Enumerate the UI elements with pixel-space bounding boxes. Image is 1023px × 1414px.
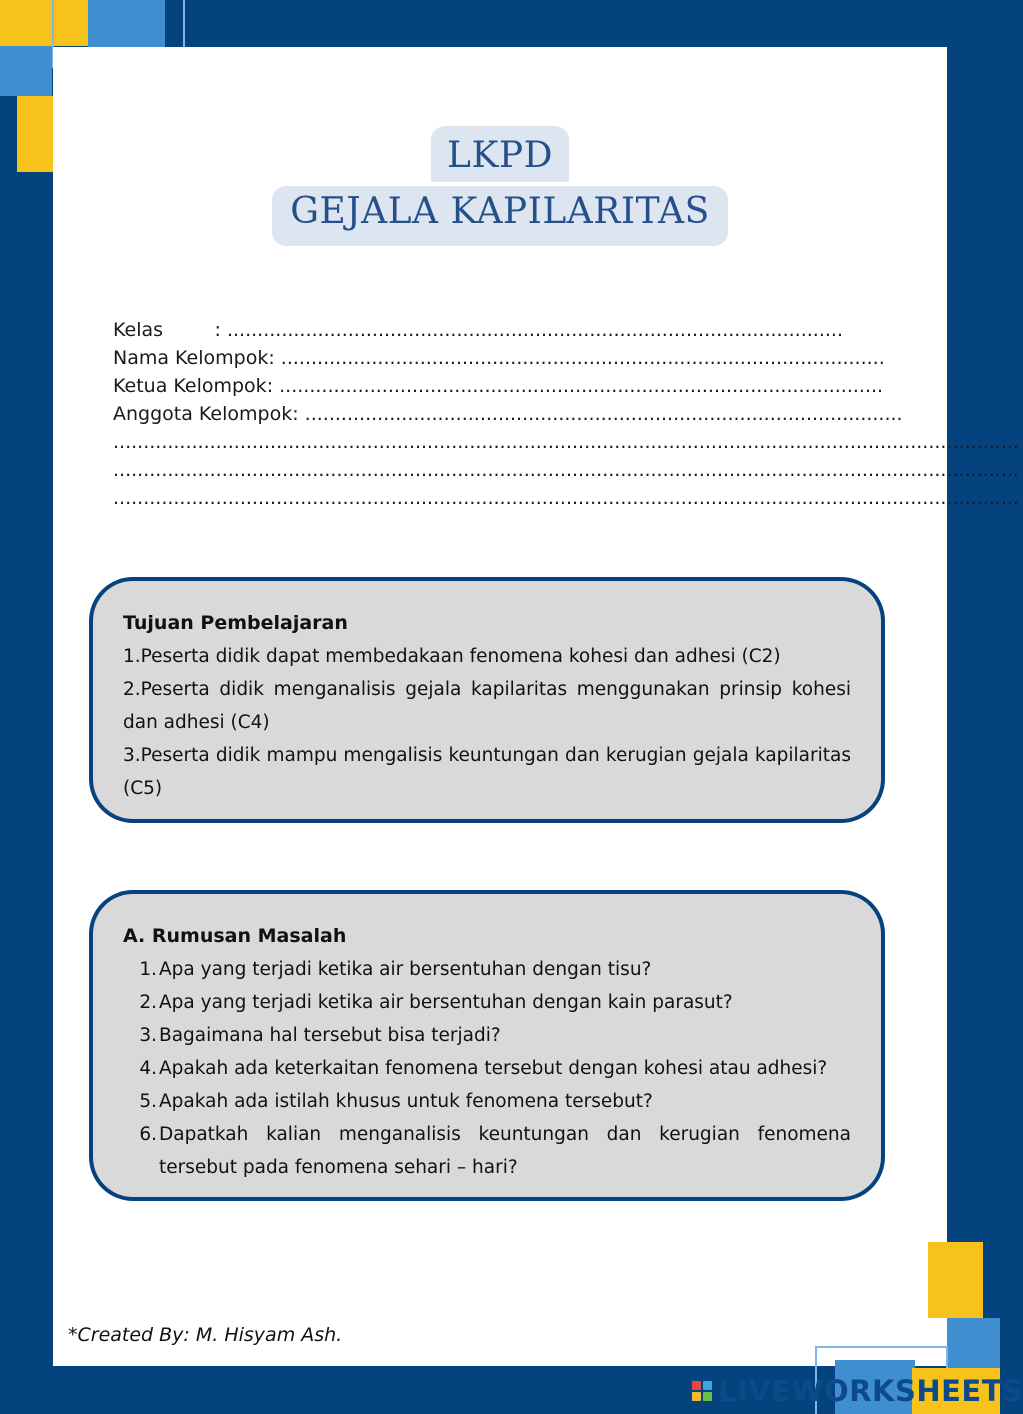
- identity-field[interactable]: [113, 400, 903, 428]
- author-credit: *Created By: M. Hisyam Ash.: [68, 1324, 343, 1346]
- list-item: [123, 1118, 851, 1184]
- identity-field[interactable]: [113, 372, 884, 400]
- corner-block-yellow: [928, 1242, 983, 1318]
- field-blank[interactable]: : ....................................................................................................: [268, 347, 885, 369]
- liveworksheets-brand: [692, 1376, 1023, 1406]
- identity-field[interactable]: [113, 344, 885, 372]
- objective-item: 2.Peserta didik menganalisis gejala kapilaritas menggunakan prinsip kohesi dan adhesi (C4): [123, 679, 851, 733]
- item-text: Bagaimana hal tersebut bisa terjadi?: [159, 1025, 501, 1046]
- list-item: [123, 1052, 851, 1085]
- item-text: Apakah ada istilah khusus untuk fenomena tersebut?: [159, 1091, 653, 1112]
- field-label: Nama Kelompok: [113, 347, 269, 369]
- title-line-2: GEJALA KAPILARITAS: [272, 186, 728, 246]
- item-number: 3.: [139, 1025, 157, 1046]
- objectives-heading: Tujuan Pembelajaran: [123, 612, 348, 634]
- item-text: Apakah ada keterkaitan fenomena tersebut dengan kohesi atau adhesi?: [159, 1058, 828, 1079]
- item-number: 4.: [139, 1058, 157, 1079]
- page-title: [0, 126, 1000, 246]
- field-blank[interactable]: : ......................................................................................................: [214, 319, 843, 341]
- problems-box: [89, 890, 885, 1201]
- item-text: Dapatkah kalian menganalisis keuntungan dan kerugian fenomena tersebut pada fenomena sehari – hari?: [159, 1124, 851, 1178]
- list-item: [123, 1085, 851, 1118]
- field-label: Anggota Kelompok: [113, 403, 293, 425]
- problems-list: [123, 953, 851, 1184]
- problems-heading: A. Rumusan Masalah: [123, 925, 347, 947]
- list-item: [123, 1019, 851, 1052]
- blank-line[interactable]: ......................................................................................................................................................: [113, 459, 1019, 481]
- objectives-box: [89, 577, 885, 823]
- objective-item: 1.Peserta didik dapat membedakaan fenomena kohesi dan adhesi (C2): [123, 646, 781, 667]
- liveworksheets-logo-icon: [692, 1381, 712, 1401]
- item-number: 2.: [139, 992, 157, 1013]
- title-line-1: LKPD: [431, 126, 569, 182]
- corner-block-blue: [947, 1318, 1000, 1368]
- logo-tile: [692, 1392, 701, 1401]
- field-blank[interactable]: : ....................................................................................................: [266, 375, 884, 397]
- list-item: [123, 986, 851, 1019]
- item-number: 5.: [139, 1091, 157, 1112]
- logo-tile: [692, 1381, 701, 1390]
- list-item: [123, 953, 851, 986]
- field-blank[interactable]: : ...................................................................................................: [292, 403, 903, 425]
- logo-tile: [703, 1392, 712, 1401]
- blank-line[interactable]: ......................................................................................................................................................: [113, 431, 1019, 453]
- logo-tile: [703, 1381, 712, 1390]
- item-number: 6.: [139, 1124, 157, 1145]
- item-text: Apa yang terjadi ketika air bersentuhan dengan kain parasut?: [159, 992, 733, 1013]
- identity-section: [113, 316, 1019, 512]
- corner-block-blue: [0, 46, 52, 96]
- item-number: 1.: [139, 959, 157, 980]
- item-text: Apa yang terjadi ketika air bersentuhan dengan tisu?: [159, 959, 652, 980]
- blank-line[interactable]: ......................................................................................................................................................: [113, 487, 1019, 509]
- field-label: Ketua Kelompok: [113, 375, 267, 397]
- identity-field[interactable]: [113, 316, 843, 344]
- field-label: Kelas: [113, 319, 164, 341]
- objective-item: 3.Peserta didik mampu mengalisis keuntungan dan kerugian gejala kapilaritas (C5): [123, 745, 851, 799]
- brand-name: LIVEWORKSHEETS: [718, 1374, 1023, 1408]
